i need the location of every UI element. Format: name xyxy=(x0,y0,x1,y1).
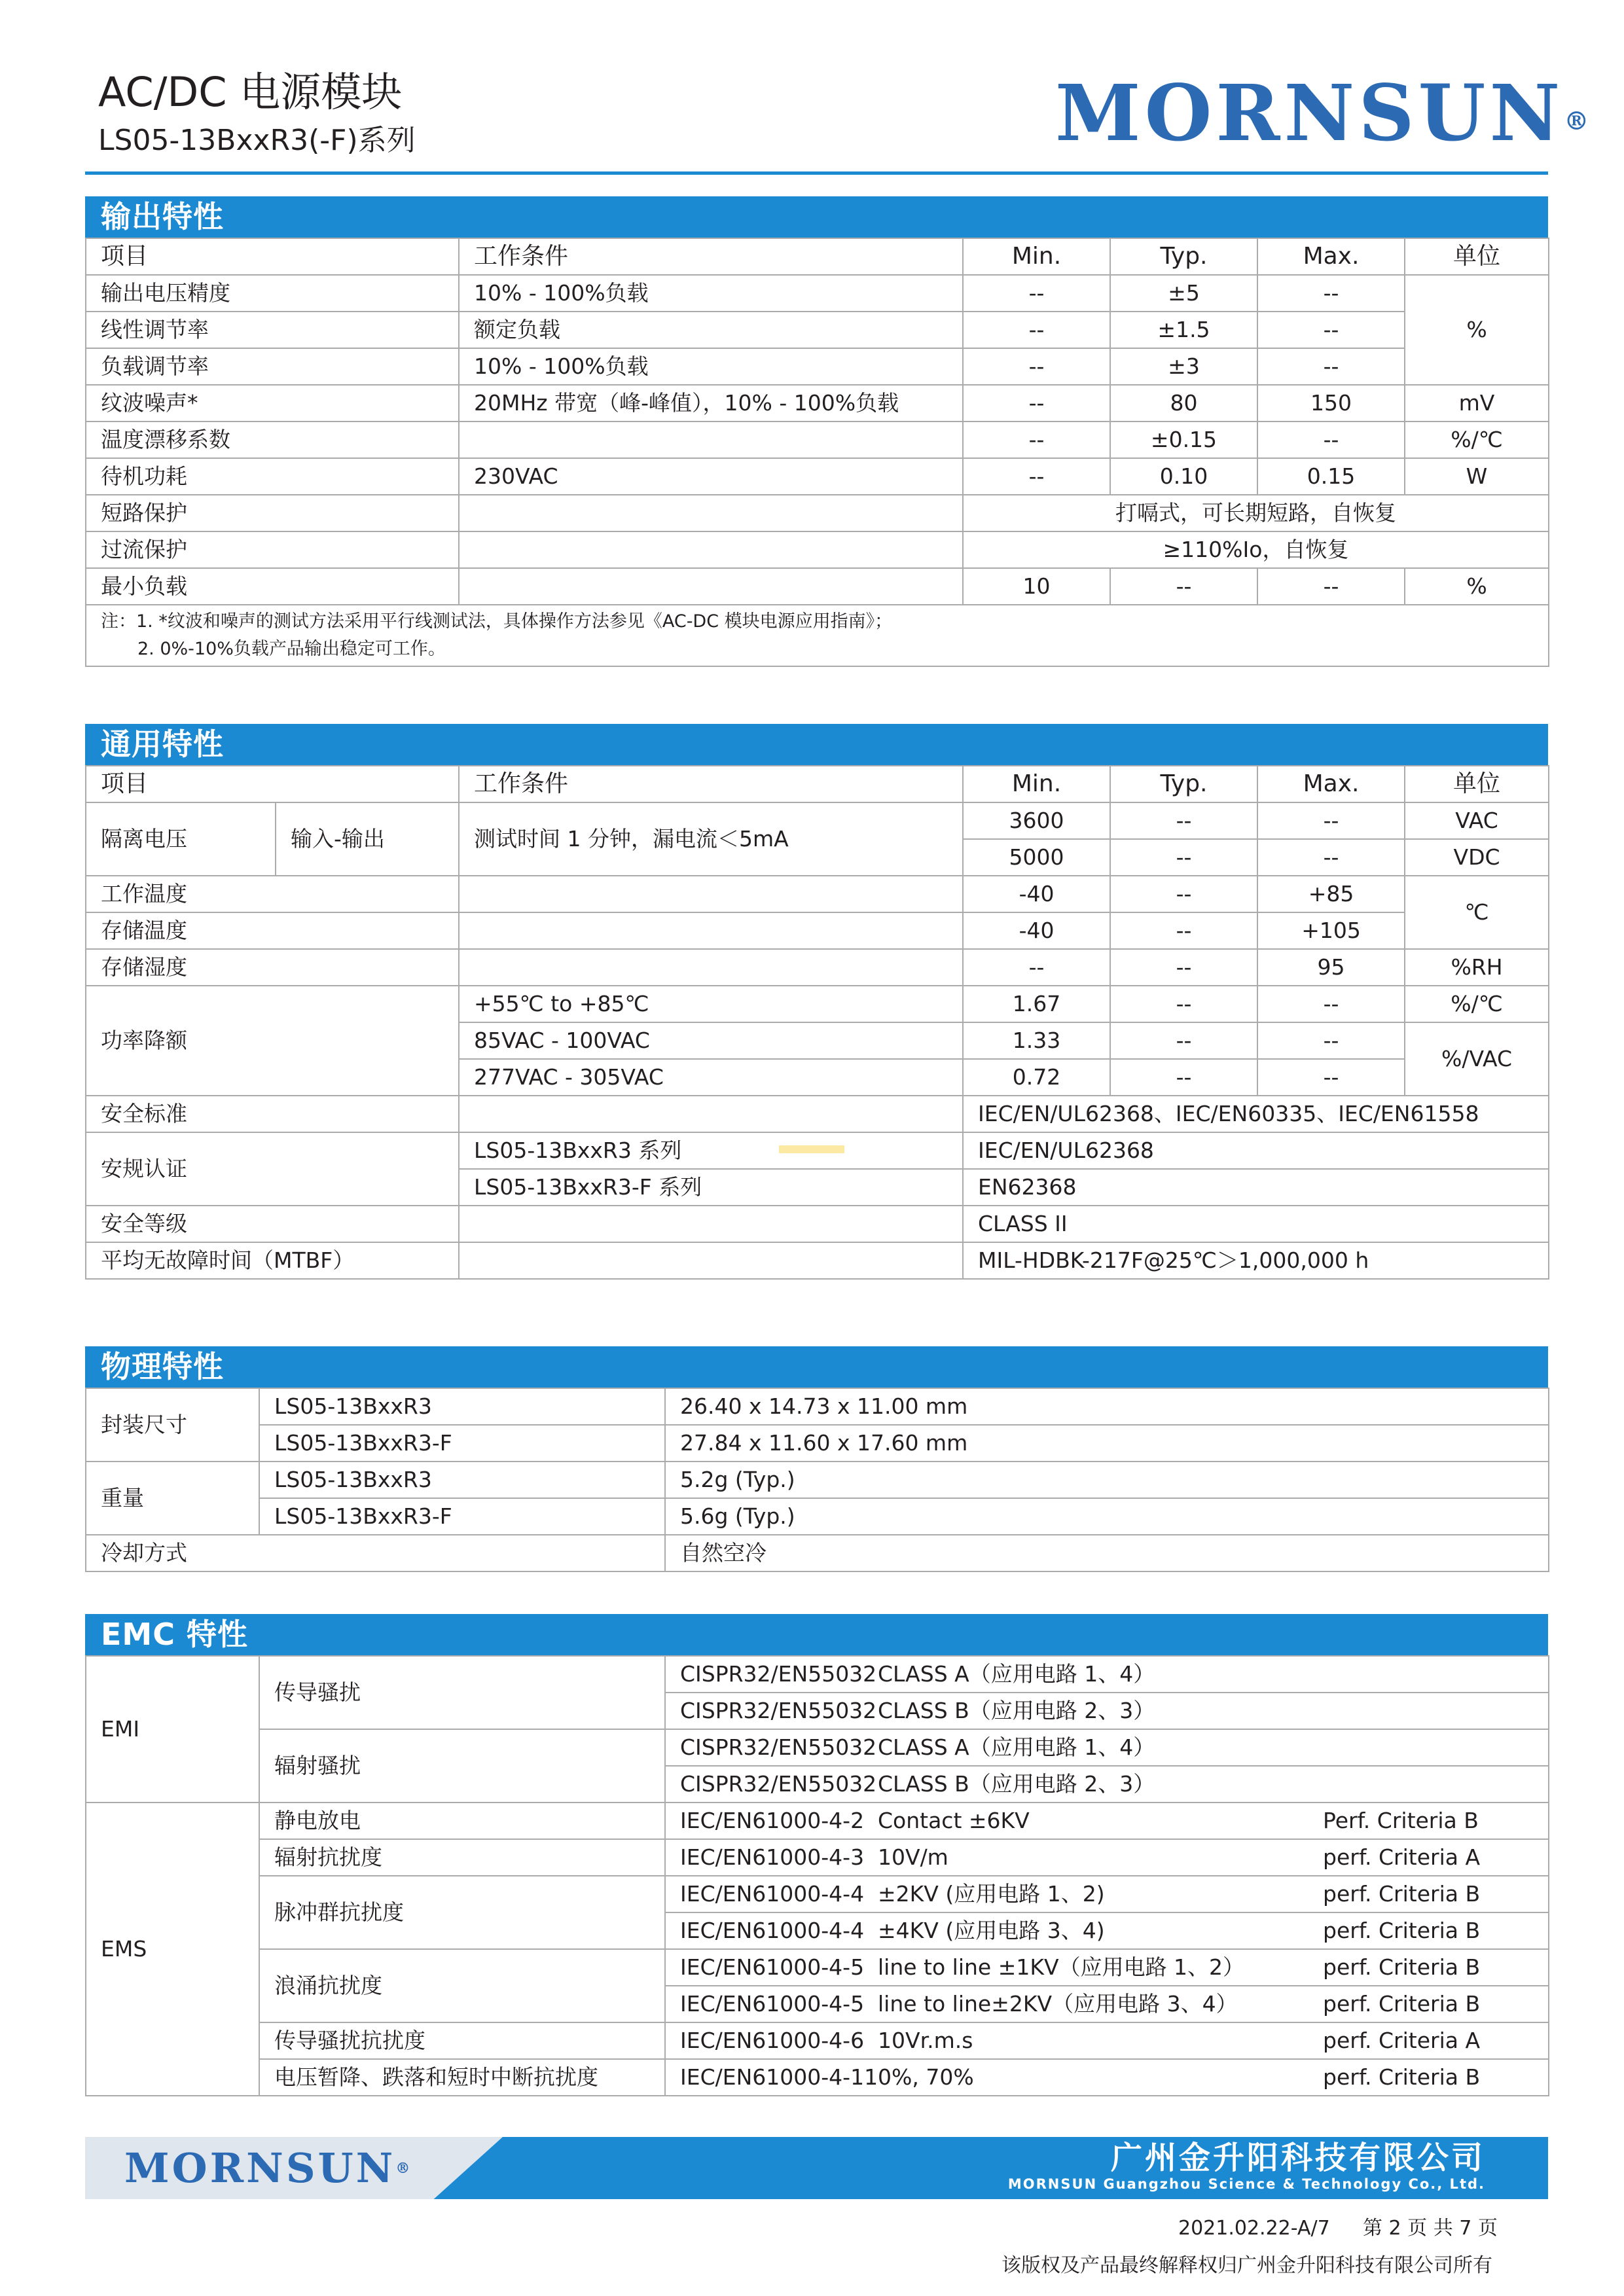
table-header-row xyxy=(86,766,1549,802)
model-cell: LS05-13BxxR3 xyxy=(259,1388,665,1425)
value-cell: 26.40 x 14.73 x 11.00 mm xyxy=(665,1388,1549,1425)
test-cell: 脉冲群抗扰度 xyxy=(259,1876,665,1949)
typ-cell: 0.10 xyxy=(1110,458,1257,495)
criteria: perf. Criteria A xyxy=(1323,1844,1481,1870)
param-cell: 平均无故障时间（MTBF） xyxy=(86,1242,459,1279)
max-cell: -- xyxy=(1257,986,1405,1022)
test-cell: 传导骚扰抗扰度 xyxy=(259,2022,665,2059)
min-cell: 3600 xyxy=(963,802,1110,839)
table-row xyxy=(86,986,1549,1022)
typ-cell: -- xyxy=(1110,912,1257,949)
standard-cell xyxy=(665,1656,1549,1693)
output-table xyxy=(85,238,1549,667)
footer-brand-logo xyxy=(124,2145,410,2192)
condition-cell: 230VAC xyxy=(459,458,963,495)
criteria: perf. Criteria B xyxy=(1323,1991,1481,2017)
physical-table xyxy=(85,1388,1549,1572)
param-cell: 功率降额 xyxy=(86,986,459,1096)
test-cell: 传导骚扰 xyxy=(259,1656,665,1729)
table-row xyxy=(86,1462,1549,1498)
unit-cell: VAC xyxy=(1405,802,1549,839)
param-cell: 存储温度 xyxy=(86,912,459,949)
series-subtitle: LS05-13BxxR3(-F)系列 xyxy=(98,124,416,157)
condition-cell: 85VAC - 100VAC xyxy=(459,1022,963,1059)
table-row xyxy=(86,422,1549,458)
table-row xyxy=(86,531,1549,568)
test-cell: 辐射抗扰度 xyxy=(259,1839,665,1876)
table-row xyxy=(86,568,1549,605)
max-cell: +85 xyxy=(1257,876,1405,912)
max-cell: -- xyxy=(1257,275,1405,312)
unit-cell: %/VAC xyxy=(1405,1022,1549,1096)
max-cell: -- xyxy=(1257,1022,1405,1059)
value-cell: MIL-HDBK-217F@25℃＞1,000,000 h xyxy=(963,1242,1549,1279)
page-title: AC/DC 电源模块 xyxy=(98,68,403,116)
typ-cell: ±5 xyxy=(1110,275,1257,312)
typ-cell: -- xyxy=(1110,949,1257,986)
condition-cell xyxy=(459,422,963,458)
header-cell: 项目 xyxy=(86,766,459,802)
condition-cell: 测试时间 1 分钟，漏电流＜5mA xyxy=(459,802,963,876)
min-cell: 1.33 xyxy=(963,1022,1110,1059)
note-line: 注：1. *纹波和噪声的测试方法采用平行线测试法，具体操作方法参见《AC-DC 模块电源应用指南》； xyxy=(101,611,893,632)
standard-level: line to line±2KV（应用电路 3、4） xyxy=(878,1991,1238,2017)
output-section xyxy=(85,196,1548,667)
param-cell: 存储湿度 xyxy=(86,949,459,986)
header-rule xyxy=(85,171,1548,175)
param-cell: 封装尺寸 xyxy=(86,1388,259,1462)
value-cell: 打嗝式，可长期短路，自恢复 xyxy=(963,495,1549,531)
table-row xyxy=(86,1388,1549,1425)
typ-cell: -- xyxy=(1110,802,1257,839)
condition-cell: 20MHz 带宽（峰-峰值），10% - 100%负载 xyxy=(459,385,963,422)
watermark-mark xyxy=(779,1145,844,1153)
standard-cell xyxy=(665,1766,1549,1803)
standard-level: Contact ±6KV xyxy=(878,1808,1030,1833)
condition-cell xyxy=(459,568,963,605)
header-cell: 工作条件 xyxy=(459,238,963,275)
standard-cell xyxy=(665,1949,1549,1986)
company-name-cn: 广州金升阳科技有限公司 xyxy=(1110,2140,1485,2176)
param-cell: 最小负载 xyxy=(86,568,459,605)
standard-level: 10Vr.m.s xyxy=(878,2028,973,2053)
header-cell: Typ. xyxy=(1110,238,1257,275)
standard-level: CLASS A（应用电路 1、4） xyxy=(878,1661,1155,1687)
criteria: perf. Criteria A xyxy=(1323,2028,1481,2053)
condition-cell xyxy=(459,531,963,568)
category-cell: EMI xyxy=(86,1656,259,1803)
doc-version-date: 2021.02.22-A/7 xyxy=(1178,2217,1330,2240)
copyright-notice: 该版权及产品最终解释权归广州金升阳科技有限公司所有 xyxy=(1001,2254,1492,2277)
param-cell: 重量 xyxy=(86,1462,259,1535)
param-cell: 过流保护 xyxy=(86,531,459,568)
typ-cell: -- xyxy=(1110,1022,1257,1059)
condition-cell xyxy=(459,912,963,949)
table-row xyxy=(86,1242,1549,1279)
min-cell: 1.67 xyxy=(963,986,1110,1022)
typ-cell: -- xyxy=(1110,1059,1257,1096)
table-row xyxy=(86,458,1549,495)
condition-cell: LS05-13BxxR3-F 系列 xyxy=(459,1169,963,1206)
criteria: perf. Criteria B xyxy=(1323,1918,1481,1943)
min-cell: -40 xyxy=(963,912,1110,949)
value-cell: ≥110%Io，自恢复 xyxy=(963,531,1549,568)
subparam-cell: 输入-输出 xyxy=(276,802,459,876)
general-table xyxy=(85,765,1549,1280)
condition-cell xyxy=(459,1206,963,1242)
typ-cell: ±3 xyxy=(1110,348,1257,385)
min-cell: -- xyxy=(963,275,1110,312)
min-cell: -- xyxy=(963,949,1110,986)
header-cell: 项目 xyxy=(86,238,459,275)
max-cell: -- xyxy=(1257,348,1405,385)
min-cell: 10 xyxy=(963,568,1110,605)
note-line: 2. 0%-10%负载产品输出稳定可工作。 xyxy=(137,639,446,659)
header-cell: Min. xyxy=(963,238,1110,275)
typ-cell: 80 xyxy=(1110,385,1257,422)
unit-cell: %/℃ xyxy=(1405,986,1549,1022)
param-cell: 待机功耗 xyxy=(86,458,459,495)
value-cell: 5.2g (Typ.) xyxy=(665,1462,1549,1498)
min-cell: -- xyxy=(963,422,1110,458)
standard-name: IEC/EN61000-4-4 xyxy=(680,1881,865,1907)
typ-cell: -- xyxy=(1110,568,1257,605)
header-cell: Typ. xyxy=(1110,766,1257,802)
max-cell: -- xyxy=(1257,802,1405,839)
criteria: perf. Criteria B xyxy=(1323,1954,1481,1980)
standard-cell xyxy=(665,1803,1549,1839)
footer-brand-name: MORNSUN xyxy=(124,2144,396,2192)
value-cell: CLASS II xyxy=(963,1206,1549,1242)
condition-cell: 10% - 100%负载 xyxy=(459,275,963,312)
standard-level: CLASS B（应用电路 2、3） xyxy=(878,1698,1155,1723)
table-row xyxy=(86,802,1549,839)
standard-level: ±4KV (应用电路 3、4) xyxy=(878,1918,1105,1943)
notes-row xyxy=(86,605,1549,666)
table-header-row xyxy=(86,238,1549,275)
condition-cell xyxy=(459,949,963,986)
min-cell: -- xyxy=(963,312,1110,348)
footer-band xyxy=(85,2137,1548,2199)
header-cell: Max. xyxy=(1257,238,1405,275)
standard-cell xyxy=(665,1986,1549,2022)
table-row xyxy=(86,1206,1549,1242)
typ-cell: ±0.15 xyxy=(1110,422,1257,458)
max-cell: +105 xyxy=(1257,912,1405,949)
param-cell: 工作温度 xyxy=(86,876,459,912)
max-cell: 0.15 xyxy=(1257,458,1405,495)
condition-cell: LS05-13BxxR3 系列 xyxy=(459,1132,963,1169)
max-cell: 150 xyxy=(1257,385,1405,422)
unit-cell: mV xyxy=(1405,385,1549,422)
standard-level: 10V/m xyxy=(878,1844,948,1870)
standard-name: IEC/EN61000-4-11 xyxy=(680,2064,878,2090)
table-row xyxy=(86,2022,1549,2059)
unit-cell: W xyxy=(1405,458,1549,495)
page-number: 第 2 页 共 7 页 xyxy=(1363,2217,1498,2240)
standard-level: line to line ±1KV（应用电路 1、2） xyxy=(878,1954,1245,1980)
criteria: perf. Criteria B xyxy=(1323,1881,1481,1907)
condition-cell: 额定负载 xyxy=(459,312,963,348)
registered-mark: ® xyxy=(1564,106,1589,135)
general-section xyxy=(85,724,1548,1280)
condition-cell xyxy=(459,1242,963,1279)
standard-cell xyxy=(665,1912,1549,1949)
max-cell: -- xyxy=(1257,839,1405,876)
table-row xyxy=(86,2059,1549,2096)
category-cell: EMS xyxy=(86,1803,259,2096)
brand-name: MORNSUN xyxy=(1055,67,1564,158)
table-row xyxy=(86,1876,1549,1912)
standard-name: CISPR32/EN55032 xyxy=(680,1771,877,1797)
standard-name: IEC/EN61000-4-5 xyxy=(680,1954,865,1980)
param-cell: 安全标准 xyxy=(86,1096,459,1132)
value-cell: IEC/EN/UL62368、IEC/EN60335、IEC/EN61558 xyxy=(963,1096,1549,1132)
value-cell: IEC/EN/UL62368 xyxy=(963,1132,1549,1169)
header-cell: 单位 xyxy=(1405,238,1549,275)
standard-level: CLASS A（应用电路 1、4） xyxy=(878,1734,1155,1760)
param-cell: 温度漂移系数 xyxy=(86,422,459,458)
unit-cell: ℃ xyxy=(1405,876,1549,949)
param-cell: 线性调节率 xyxy=(86,312,459,348)
condition-cell xyxy=(459,1096,963,1132)
header-cell: Max. xyxy=(1257,766,1405,802)
table-row xyxy=(86,1096,1549,1132)
standard-level: CLASS B（应用电路 2、3） xyxy=(878,1771,1155,1797)
value-cell: 27.84 x 11.60 x 17.60 mm xyxy=(665,1425,1549,1462)
physical-section xyxy=(85,1346,1548,1572)
test-cell: 静电放电 xyxy=(259,1803,665,1839)
test-cell: 辐射骚扰 xyxy=(259,1729,665,1803)
typ-cell: -- xyxy=(1110,986,1257,1022)
table-row xyxy=(86,1498,1549,1535)
min-cell: -40 xyxy=(963,876,1110,912)
standard-name: IEC/EN61000-4-3 xyxy=(680,1844,865,1870)
min-cell: -- xyxy=(963,348,1110,385)
table-row xyxy=(86,912,1549,949)
header-cell: Min. xyxy=(963,766,1110,802)
condition-cell: 277VAC - 305VAC xyxy=(459,1059,963,1096)
standard-cell xyxy=(665,1839,1549,1876)
table-row xyxy=(86,348,1549,385)
param-cell: 输出电压精度 xyxy=(86,275,459,312)
param-cell: 短路保护 xyxy=(86,495,459,531)
condition-cell: 10% - 100%负载 xyxy=(459,348,963,385)
table-row xyxy=(86,1729,1549,1766)
criteria: Perf. Criteria B xyxy=(1323,1808,1479,1833)
standard-cell xyxy=(665,2059,1549,2096)
unit-cell: %RH xyxy=(1405,949,1549,986)
standard-level: 0%, 70% xyxy=(878,2064,974,2090)
condition-cell xyxy=(459,876,963,912)
param-cell: 安全等级 xyxy=(86,1206,459,1242)
header-cell: 工作条件 xyxy=(459,766,963,802)
emc-section xyxy=(85,1614,1548,2096)
unit-cell: VDC xyxy=(1405,839,1549,876)
standard-cell xyxy=(665,2022,1549,2059)
standard-name: CISPR32/EN55032 xyxy=(680,1698,877,1723)
standard-name: IEC/EN61000-4-5 xyxy=(680,1991,865,2017)
param-cell: 纹波噪声* xyxy=(86,385,459,422)
test-cell: 浪涌抗扰度 xyxy=(259,1949,665,2022)
min-cell: -- xyxy=(963,385,1110,422)
table-row xyxy=(86,495,1549,531)
condition-cell: +55℃ to +85℃ xyxy=(459,986,963,1022)
standard-name: IEC/EN61000-4-4 xyxy=(680,1918,865,1943)
model-cell: LS05-13BxxR3-F xyxy=(259,1498,665,1535)
model-cell: LS05-13BxxR3-F xyxy=(259,1425,665,1462)
min-cell: 0.72 xyxy=(963,1059,1110,1096)
min-cell: 5000 xyxy=(963,839,1110,876)
standard-name: IEC/EN61000-4-2 xyxy=(680,1808,865,1833)
max-cell: -- xyxy=(1257,422,1405,458)
value-cell: EN62368 xyxy=(963,1169,1549,1206)
table-row xyxy=(86,385,1549,422)
company-name-en: MORNSUN Guangzhou Science & Technology Co., Ltd. xyxy=(1007,2176,1485,2192)
standard-name: CISPR32/EN55032 xyxy=(680,1734,877,1760)
criteria: perf. Criteria B xyxy=(1323,2064,1481,2090)
typ-cell: -- xyxy=(1110,839,1257,876)
table-row xyxy=(86,949,1549,986)
standard-level: ±2KV (应用电路 1、2) xyxy=(878,1881,1105,1907)
table-row xyxy=(86,1535,1549,1571)
table-row xyxy=(86,1803,1549,1839)
table-row xyxy=(86,275,1549,312)
max-cell: -- xyxy=(1257,568,1405,605)
value-cell: 自然空冷 xyxy=(665,1535,1549,1571)
typ-cell: ±1.5 xyxy=(1110,312,1257,348)
section-title: 输出特性 xyxy=(85,196,1548,238)
standard-cell xyxy=(665,1876,1549,1912)
table-row xyxy=(86,876,1549,912)
test-cell: 电压暂降、跌落和短时中断抗扰度 xyxy=(259,2059,665,2096)
header-cell: 单位 xyxy=(1405,766,1549,802)
emc-table xyxy=(85,1655,1549,2096)
param-cell: 冷却方式 xyxy=(86,1535,665,1571)
footer-registered-mark: ® xyxy=(395,2160,410,2177)
table-row xyxy=(86,1949,1549,1986)
standard-name: CISPR32/EN55032 xyxy=(680,1661,877,1687)
brand-logo xyxy=(1055,67,1589,158)
unit-cell: % xyxy=(1405,568,1549,605)
max-cell: 95 xyxy=(1257,949,1405,986)
section-title: 通用特性 xyxy=(85,724,1548,765)
unit-cell: %/℃ xyxy=(1405,422,1549,458)
table-row xyxy=(86,1425,1549,1462)
max-cell: -- xyxy=(1257,1059,1405,1096)
section-title: EMC 特性 xyxy=(85,1614,1548,1655)
table-row xyxy=(86,1839,1549,1876)
standard-cell xyxy=(665,1693,1549,1729)
table-row xyxy=(86,1656,1549,1693)
param-cell: 隔离电压 xyxy=(86,802,276,876)
param-cell: 安规认证 xyxy=(86,1132,459,1206)
min-cell: -- xyxy=(963,458,1110,495)
notes-cell xyxy=(86,605,1549,666)
section-title: 物理特性 xyxy=(85,1346,1548,1388)
value-cell: 5.6g (Typ.) xyxy=(665,1498,1549,1535)
max-cell: -- xyxy=(1257,312,1405,348)
standard-name: IEC/EN61000-4-6 xyxy=(680,2028,865,2053)
typ-cell: -- xyxy=(1110,876,1257,912)
condition-cell xyxy=(459,495,963,531)
model-cell: LS05-13BxxR3 xyxy=(259,1462,665,1498)
unit-cell: % xyxy=(1405,275,1549,385)
param-cell: 负载调节率 xyxy=(86,348,459,385)
standard-cell xyxy=(665,1729,1549,1766)
table-row xyxy=(86,312,1549,348)
